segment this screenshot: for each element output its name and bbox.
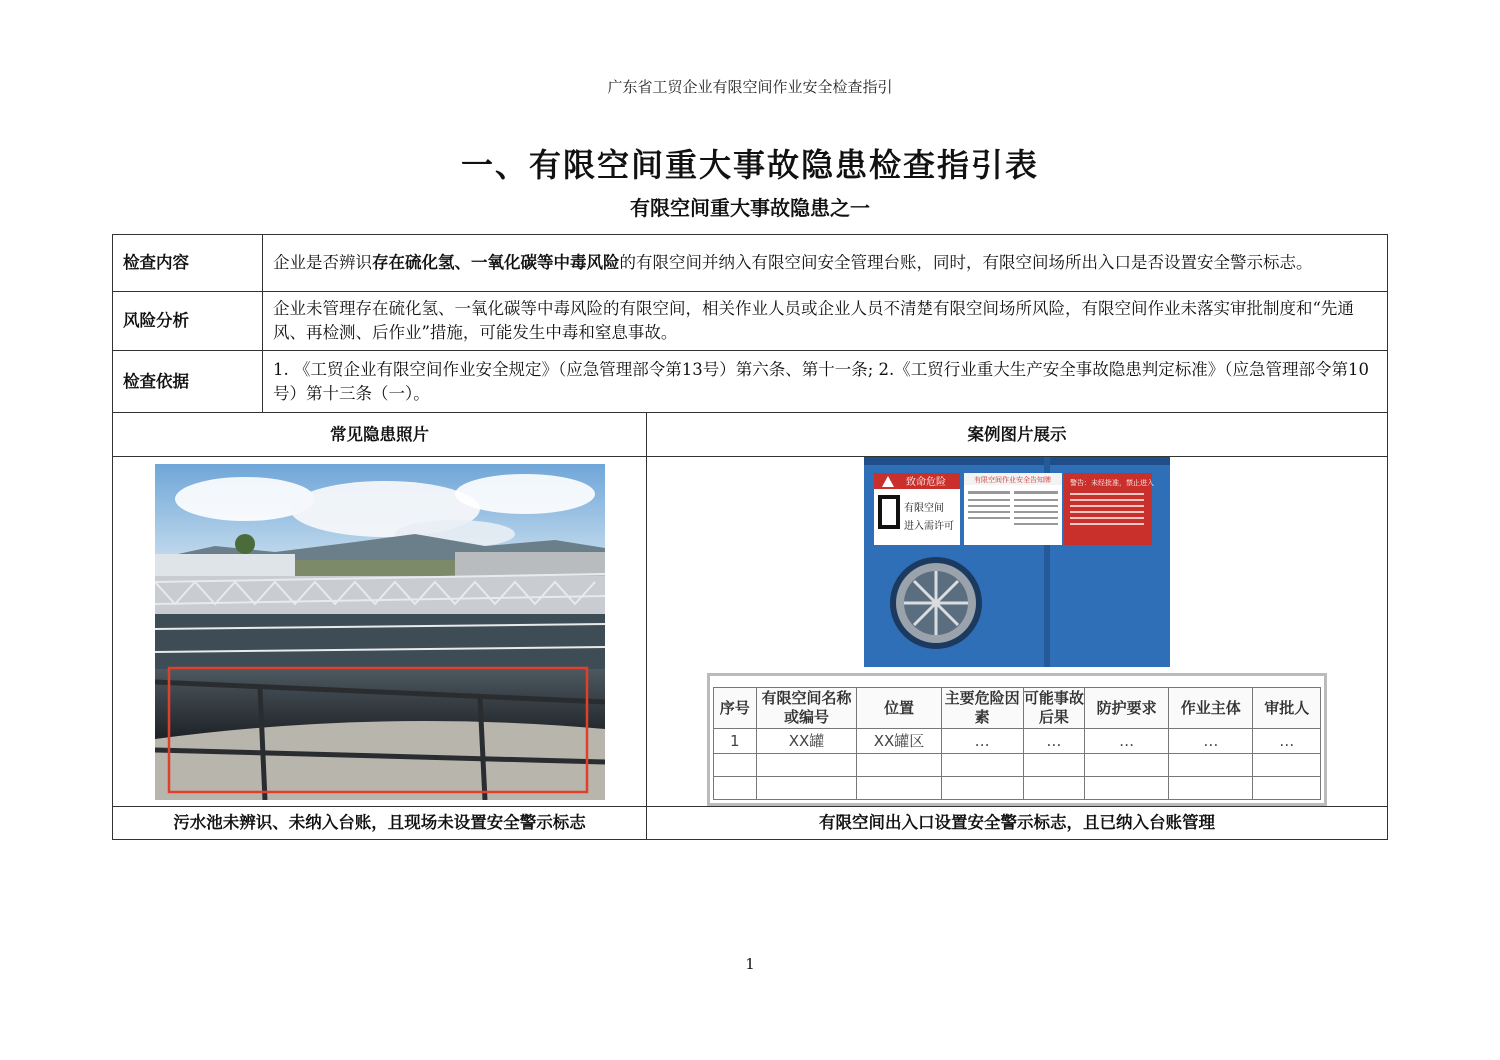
ledger-header: 审批人 xyxy=(1253,688,1321,729)
ledger-header: 作业主体 xyxy=(1169,688,1253,729)
ledger-cell: … xyxy=(1085,729,1169,754)
sign-danger-text-1: 有限空间 xyxy=(904,503,944,514)
ledger-cell xyxy=(1253,777,1321,800)
column-header-case-images: 案例图片展示 xyxy=(647,413,1388,457)
sub-title: 有限空间重大事故隐患之一 xyxy=(630,196,870,220)
ledger-header: 可能事故后果 xyxy=(1023,688,1084,729)
ledger-row xyxy=(714,777,1321,800)
column-header-common-hazards: 常见隐患照片 xyxy=(113,413,647,457)
ledger-cell: XX罐区 xyxy=(857,729,941,754)
inspection-table xyxy=(112,234,1388,840)
confined-space-ledger xyxy=(713,687,1321,800)
table-row xyxy=(113,413,1388,457)
ledger-cell: XX罐 xyxy=(756,729,857,754)
table-row xyxy=(113,457,1388,807)
ledger-row xyxy=(714,754,1321,777)
ledger-cell xyxy=(857,754,941,777)
ledger-cell: … xyxy=(1169,729,1253,754)
ledger-cell: … xyxy=(941,729,1023,754)
ledger-cell xyxy=(941,754,1023,777)
ledger-cell xyxy=(714,777,757,800)
inspection-content-text xyxy=(263,235,1388,292)
sign-danger-label: 致命危险 xyxy=(906,477,946,488)
ledger-cell xyxy=(1169,777,1253,800)
ledger-cell xyxy=(1253,754,1321,777)
row-label-risk-analysis: 风险分析 xyxy=(113,292,263,351)
ledger-cell: … xyxy=(1023,729,1084,754)
inspection-content-bold: 存在硫化氢、一氧化碳等中毒风险 xyxy=(372,253,620,272)
left-photo-caption: 污水池未辨识、未纳入台账，且现场未设置安全警示标志 xyxy=(113,807,647,840)
ledger-cell xyxy=(941,777,1023,800)
table-row xyxy=(113,292,1388,351)
ledger-header: 位置 xyxy=(857,688,941,729)
ledger-cell xyxy=(1023,754,1084,777)
ledger-header-row xyxy=(714,688,1321,729)
inspection-content-part2: 的有限空间并纳入有限空间安全管理台账，同时，有限空间场所出入口是否设置安全警示标志。 xyxy=(619,253,1313,272)
ledger-header: 主要危险因素 xyxy=(941,688,1023,729)
ledger-cell: 1 xyxy=(714,729,757,754)
hazard-photo-cell xyxy=(113,457,647,807)
ledger-header: 防护要求 xyxy=(1085,688,1169,729)
sewage-pool-photo xyxy=(155,464,605,800)
ledger-cell xyxy=(1023,777,1084,800)
tank-sign-photo xyxy=(864,457,1170,667)
ledger-image xyxy=(707,673,1327,806)
sign-warning-title: 警告：未经批准，禁止进入 xyxy=(1070,479,1154,487)
ledger-cell xyxy=(714,754,757,777)
ledger-cell: … xyxy=(1253,729,1321,754)
ledger-row xyxy=(714,729,1321,754)
ledger-header: 序号 xyxy=(714,688,757,729)
page-number: 1 xyxy=(745,955,755,973)
row-label-inspection-content: 检查内容 xyxy=(113,235,263,292)
page-header: 广东省工贸企业有限空间作业安全检查指引 xyxy=(607,78,893,96)
ledger-cell xyxy=(1085,777,1169,800)
ledger-cell xyxy=(1169,754,1253,777)
inspection-content-part1: 企业是否辨识 xyxy=(273,253,372,272)
sign-notice-title: 有限空间作业安全告知牌 xyxy=(974,476,1051,484)
inspection-basis-text: 1. 《工贸企业有限空间作业安全规定》（应急管理部令第13号）第六条、第十一条; 2.《工贸行业重大生产安全事故隐患判定标准》（应急管理部令第10号）第十三条（一）。 xyxy=(263,351,1388,413)
right-photo-caption: 有限空间出入口设置安全警示标志，且已纳入台账管理 xyxy=(647,807,1388,840)
row-label-inspection-basis: 检查依据 xyxy=(113,351,263,413)
sign-danger-text-2: 进入需许可 xyxy=(904,521,954,532)
main-title: 一、有限空间重大事故隐患检查指引表 xyxy=(460,146,1039,184)
risk-analysis-text: 企业未管理存在硫化氢、一氧化碳等中毒风险的有限空间，相关作业人员或企业人员不清楚有限空间场所风险，有限空间作业未落实审批制度和“先通风、再检测、后作业”措施，可能发生中毒和窒息事故。 xyxy=(263,292,1388,351)
table-row xyxy=(113,807,1388,840)
case-image-cell xyxy=(647,457,1388,807)
table-row xyxy=(113,351,1388,413)
ledger-cell xyxy=(1085,754,1169,777)
ledger-cell xyxy=(756,754,857,777)
ledger-cell xyxy=(756,777,857,800)
table-row xyxy=(113,235,1388,292)
ledger-header: 有限空间名称或编号 xyxy=(756,688,857,729)
ledger-cell xyxy=(857,777,941,800)
